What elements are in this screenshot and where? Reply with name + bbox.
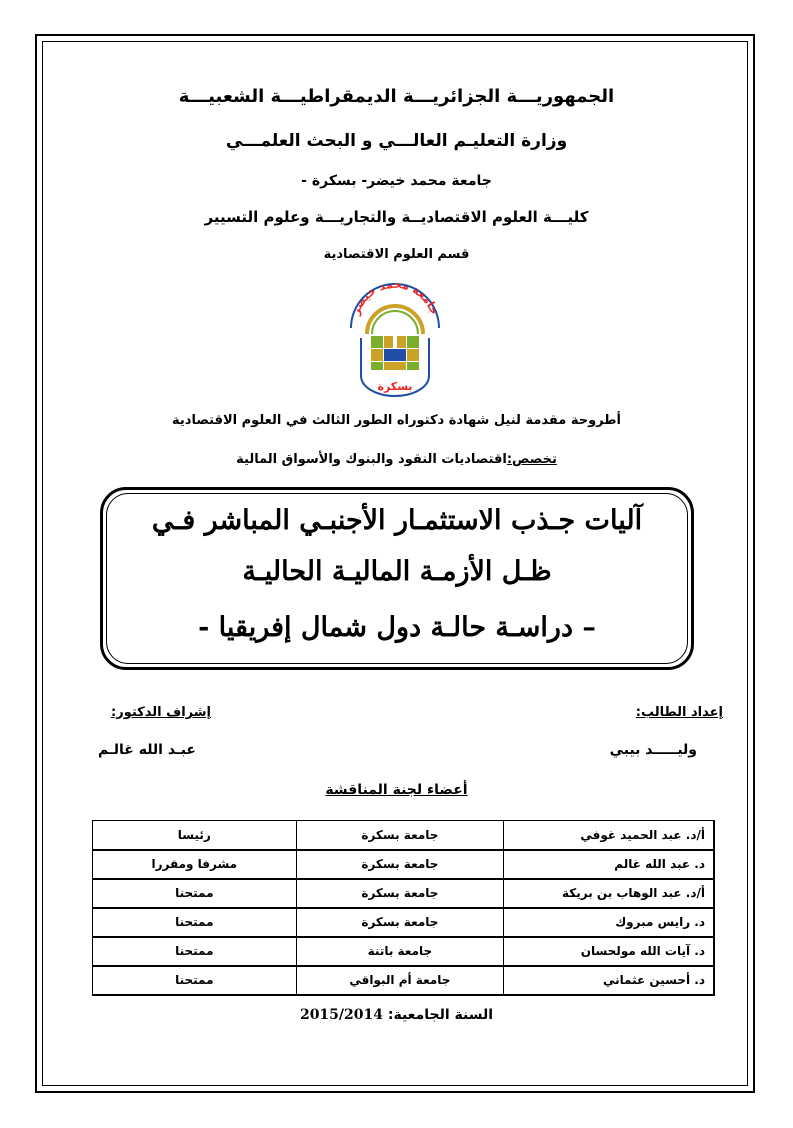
academic-year-label: السنة الجامعية: xyxy=(387,1007,494,1023)
committee-table xyxy=(92,820,714,995)
faculty-header: كليـــة العلوم الاقتصاديــة والتجاريـــة وعلوم التسيير xyxy=(204,208,589,226)
supervisor-label: إشراف الدكتور: xyxy=(111,705,211,720)
specialty-value: اقتصاديات النقود والبنوك والأسواق المالية xyxy=(236,452,507,467)
member-name: د. رايس مبروك xyxy=(504,908,714,937)
academic-year xyxy=(0,1007,793,1023)
committee-row xyxy=(93,879,714,908)
member-name: د. عبد الله غالم xyxy=(504,850,714,879)
thesis-title-line3: – دراسـة حالـة دول شمال إفريقيا - xyxy=(198,612,596,643)
member-role: مشرفا ومقررا xyxy=(93,850,297,879)
supervisor-name: عبـد الله غالـم xyxy=(98,742,196,758)
committee-row xyxy=(93,966,714,995)
logo-top-text: جامعة محمد خيضر xyxy=(348,277,442,317)
student-name: وليـــــد بيبي xyxy=(609,742,697,758)
logo-bottom-text: بسكرة xyxy=(377,380,413,393)
member-role: رئيسا xyxy=(93,821,297,850)
committee-heading: أعضاء لجنة المناقشة xyxy=(325,782,468,798)
university-header: جامعة محمد خيضر- بسكرة - xyxy=(301,173,492,189)
specialty-label: تخصص: xyxy=(506,452,557,467)
academic-year-value: 2015/2014 xyxy=(299,1007,383,1023)
member-university: جامعة أم البواقي xyxy=(296,966,504,995)
committee-row xyxy=(93,937,714,966)
committee-row xyxy=(93,821,714,850)
member-name: د. آيات الله مولحسان xyxy=(504,937,714,966)
degree-statement: أطروحة مقدمة لنيل شهادة دكتوراه الطور الثالث في العلوم الاقتصادية xyxy=(172,413,621,428)
department-header: قسم العلوم الاقتصادية xyxy=(323,247,470,262)
member-university: جامعة بسكرة xyxy=(296,908,504,937)
thesis-title-line2: ظـل الأزمـة الماليـة الحاليـة xyxy=(242,556,552,587)
member-role: ممتحنا xyxy=(93,879,297,908)
university-logo xyxy=(347,276,443,398)
thesis-title-line1: آليات جـذب الاستثمـار الأجنبـي المباشر فـي xyxy=(151,505,643,536)
member-name: أ/د. عبد الحميد غوفي xyxy=(504,821,714,850)
member-name: أ/د. عبد الوهاب بن بريكة xyxy=(504,879,714,908)
student-label: إعداد الطالب: xyxy=(635,705,723,720)
member-role: ممتحنا xyxy=(93,966,297,995)
ministry-header: وزارة التعليـم العالـــي و البحث العلمـــي xyxy=(225,131,568,151)
member-role: ممتحنا xyxy=(93,937,297,966)
committee-row xyxy=(93,850,714,879)
member-university: جامعة باتنة xyxy=(296,937,504,966)
specialty-line xyxy=(0,452,793,467)
republic-header: الجمهوريـــة الجزائريـــة الديمقراطيـــة الشعبيـــة xyxy=(178,86,615,107)
member-university: جامعة بسكرة xyxy=(296,879,504,908)
member-university: جامعة بسكرة xyxy=(296,850,504,879)
member-name: د. أحسين عثماني xyxy=(504,966,714,995)
member-university: جامعة بسكرة xyxy=(296,821,504,850)
committee-row xyxy=(93,908,714,937)
member-role: ممتحنا xyxy=(93,908,297,937)
